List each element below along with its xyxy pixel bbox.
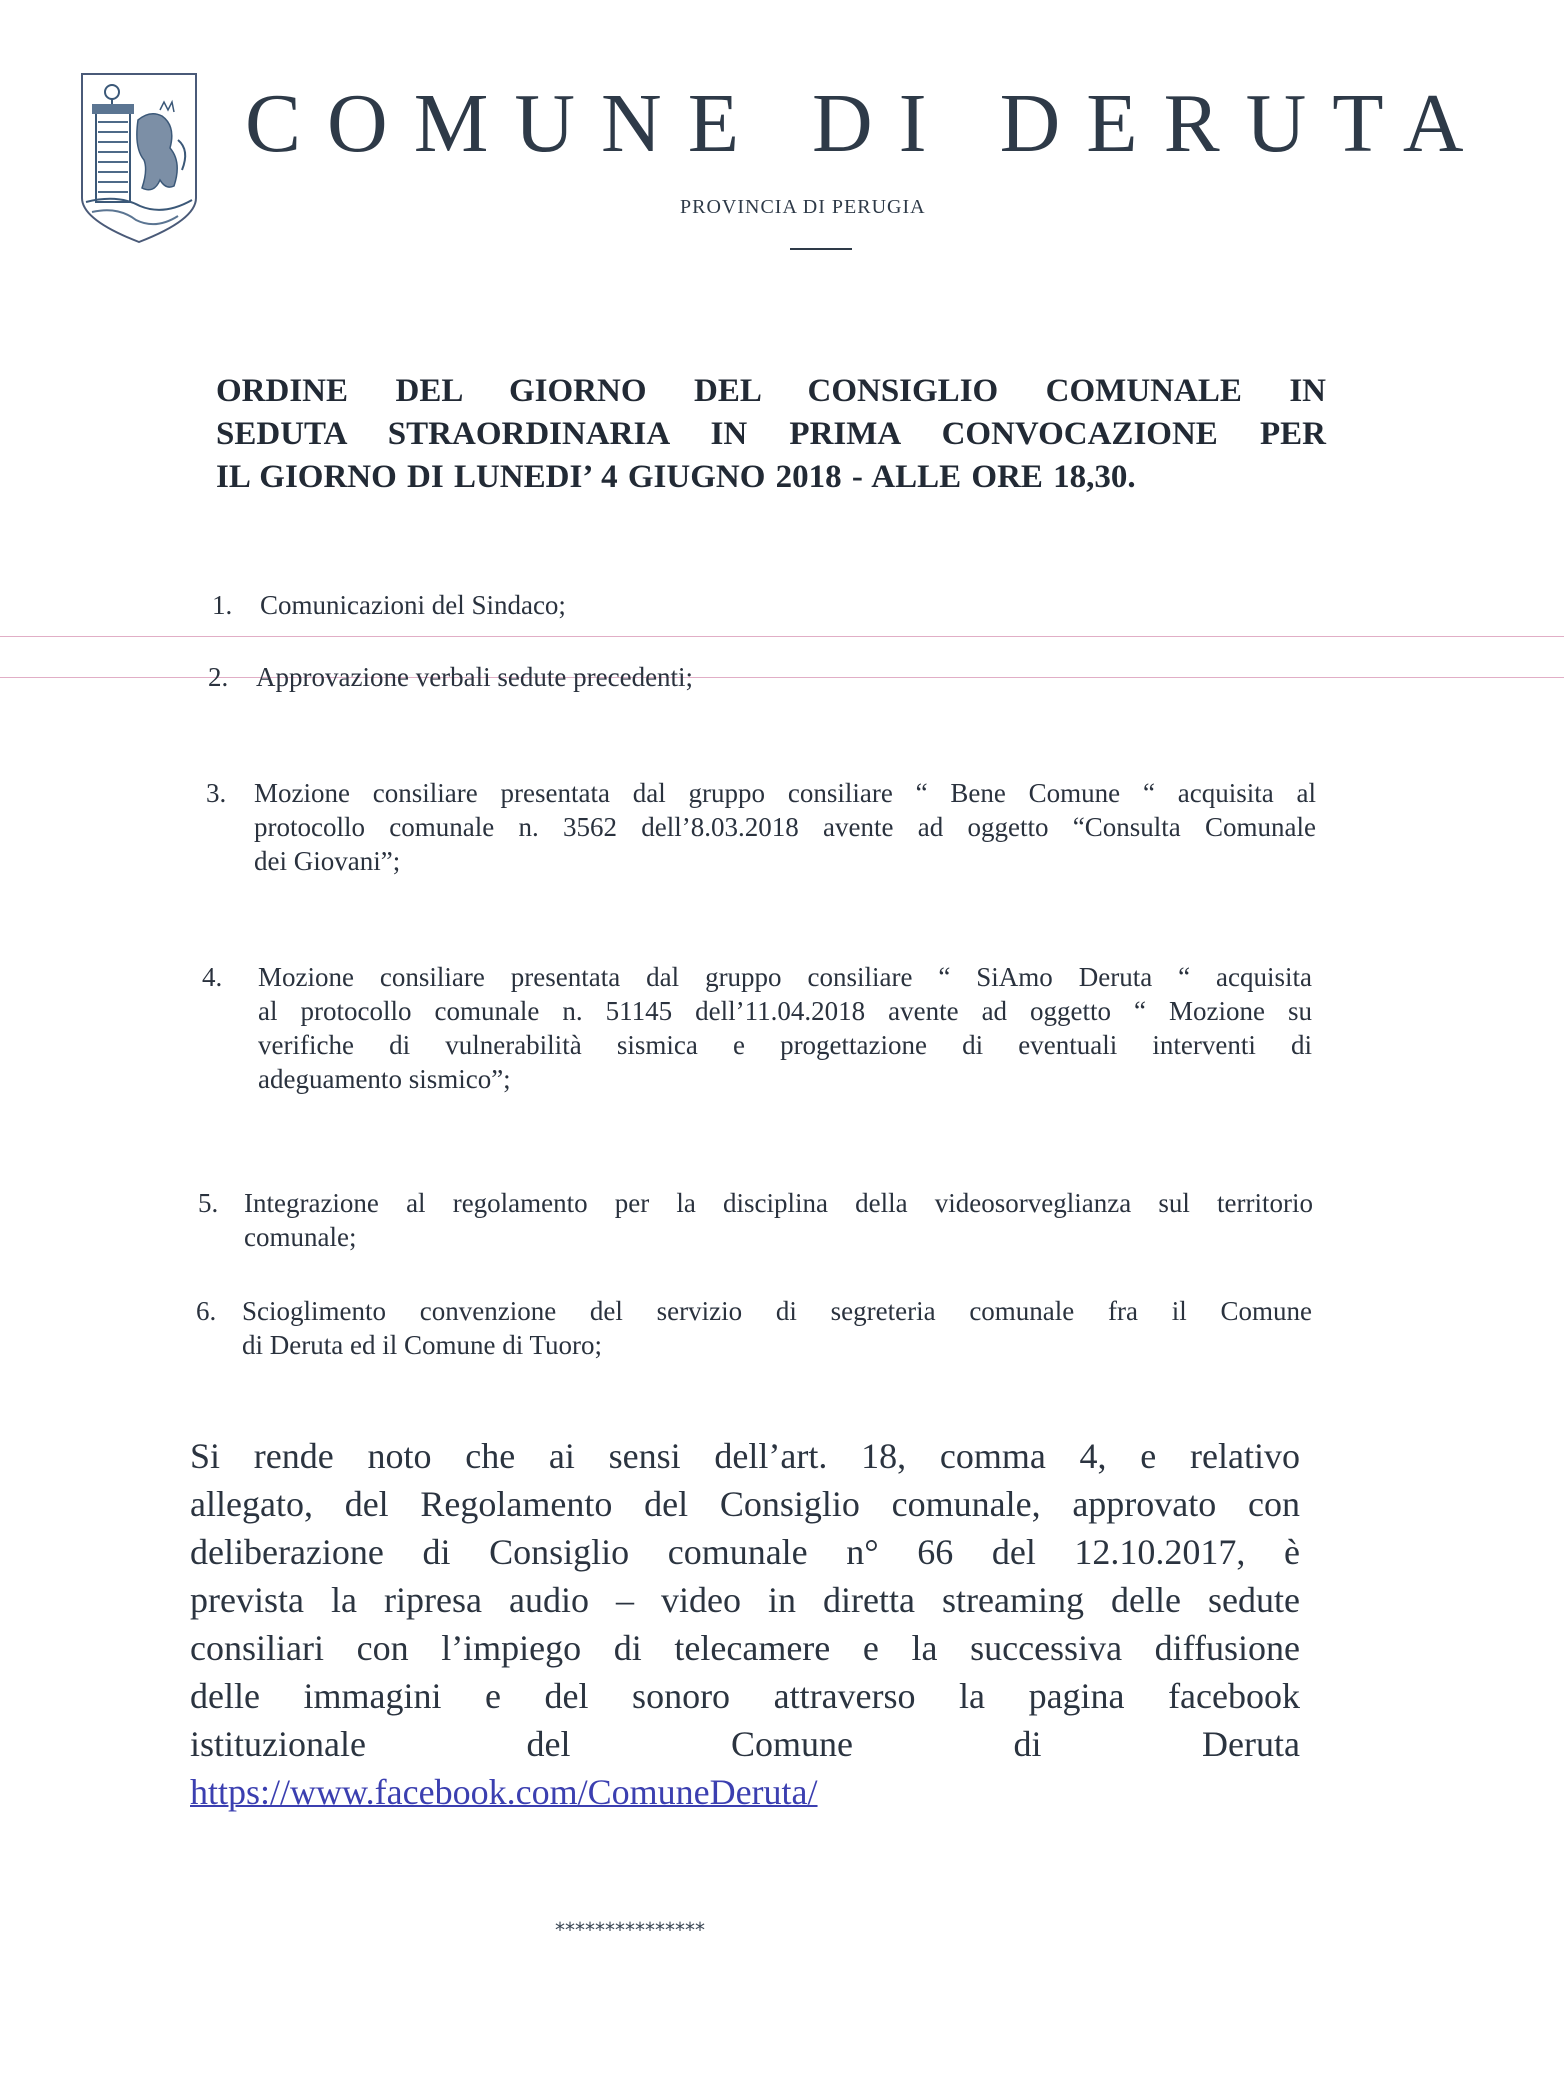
end-separator: *************** [555,1918,705,1942]
agenda-heading [216,370,1326,499]
agenda-item [202,960,1312,1096]
scan-artifact-line [0,636,1564,637]
agenda-item-number: 6. [196,1296,217,1326]
notice-line: consiliari con l’impiego di telecamere e la successiva diffusione [190,1628,1300,1668]
agenda-item-text: adeguamento sismico”; [258,1064,511,1094]
heading-line: ORDINE DEL GIORNO DEL CONSIGLIO COMUNALE IN [216,373,1326,409]
facebook-page-link[interactable]: https://www.facebook.com/ComuneDeruta/ [190,1772,818,1812]
agenda-item-text: dei Giovani”; [254,846,401,876]
agenda-item-number: 2. [208,662,229,692]
agenda-item [198,1186,1313,1254]
agenda-item-text: Mozione consiliare presentata dal gruppo consiliare “ SiAmo Deruta “ acquisita [258,962,1312,992]
agenda-item [196,1294,1312,1362]
agenda-item-text: protocollo comunale n. 3562 dell’8.03.2018 avente ad oggetto “Consulta Comunale [254,812,1316,842]
notice-line: prevista la ripresa audio – video in diretta streaming delle sedute [190,1580,1300,1620]
agenda-item-text: Integrazione al regolamento per la disciplina della videosorveglianza sul territorio [244,1188,1313,1218]
agenda-item-text: Scioglimento convenzione del servizio di segreteria comunale fra il Comune [242,1296,1312,1326]
agenda-item-text: di Deruta ed il Comune di Tuoro; [242,1330,602,1360]
coat-of-arms-icon [78,70,200,246]
notice-line: delle immagini e del sonoro attraverso la pagina facebook [190,1676,1300,1716]
province-subtitle: PROVINCIA DI PERUGIA [680,196,926,218]
agenda-item-number: 5. [198,1188,219,1218]
notice-line: allegato, del Regolamento del Consiglio comunale, approvato con [190,1484,1300,1524]
agenda-item [212,588,1312,622]
agenda-item-text: Approvazione verbali sedute precedenti; [256,662,694,692]
agenda-item-text: al protocollo comunale n. 51145 dell’11.04.2018 avente ad oggetto “ Mozione su [258,996,1312,1026]
agenda-item [206,776,1316,878]
agenda-item-text: Comunicazioni del Sindaco; [260,590,566,620]
agenda-item-number: 4. [202,962,223,992]
agenda-item-number: 3. [206,778,227,808]
notice-line: deliberazione di Consiglio comunale n° 66 del 12.10.2017, è [190,1532,1300,1572]
heading-line: SEDUTA STRAORDINARIA IN PRIMA CONVOCAZIONE PER [216,416,1326,452]
agenda-item-text: Mozione consiliare presentata dal gruppo consiliare “ Bene Comune “ acquisita al [254,778,1316,808]
agenda-item-number: 1. [212,590,233,620]
streaming-notice [190,1432,1300,1816]
heading-line: IL GIORNO DI LUNEDI’ 4 GIUGNO 2018 - ALLE ORE 18,30. [216,459,1136,495]
agenda-item-text: comunale; [244,1222,357,1252]
agenda-item [208,660,1308,694]
municipality-title: COMUNE DI DERUTA [245,77,1490,170]
notice-line: istituzionale del Comune di Deruta [190,1724,1300,1764]
header-divider [790,248,852,250]
agenda-item-text: verifiche di vulnerabilità sismica e progettazione di eventuali interventi di [258,1030,1312,1060]
notice-line: Si rende noto che ai sensi dell’art. 18, comma 4, e relativo [190,1436,1300,1476]
